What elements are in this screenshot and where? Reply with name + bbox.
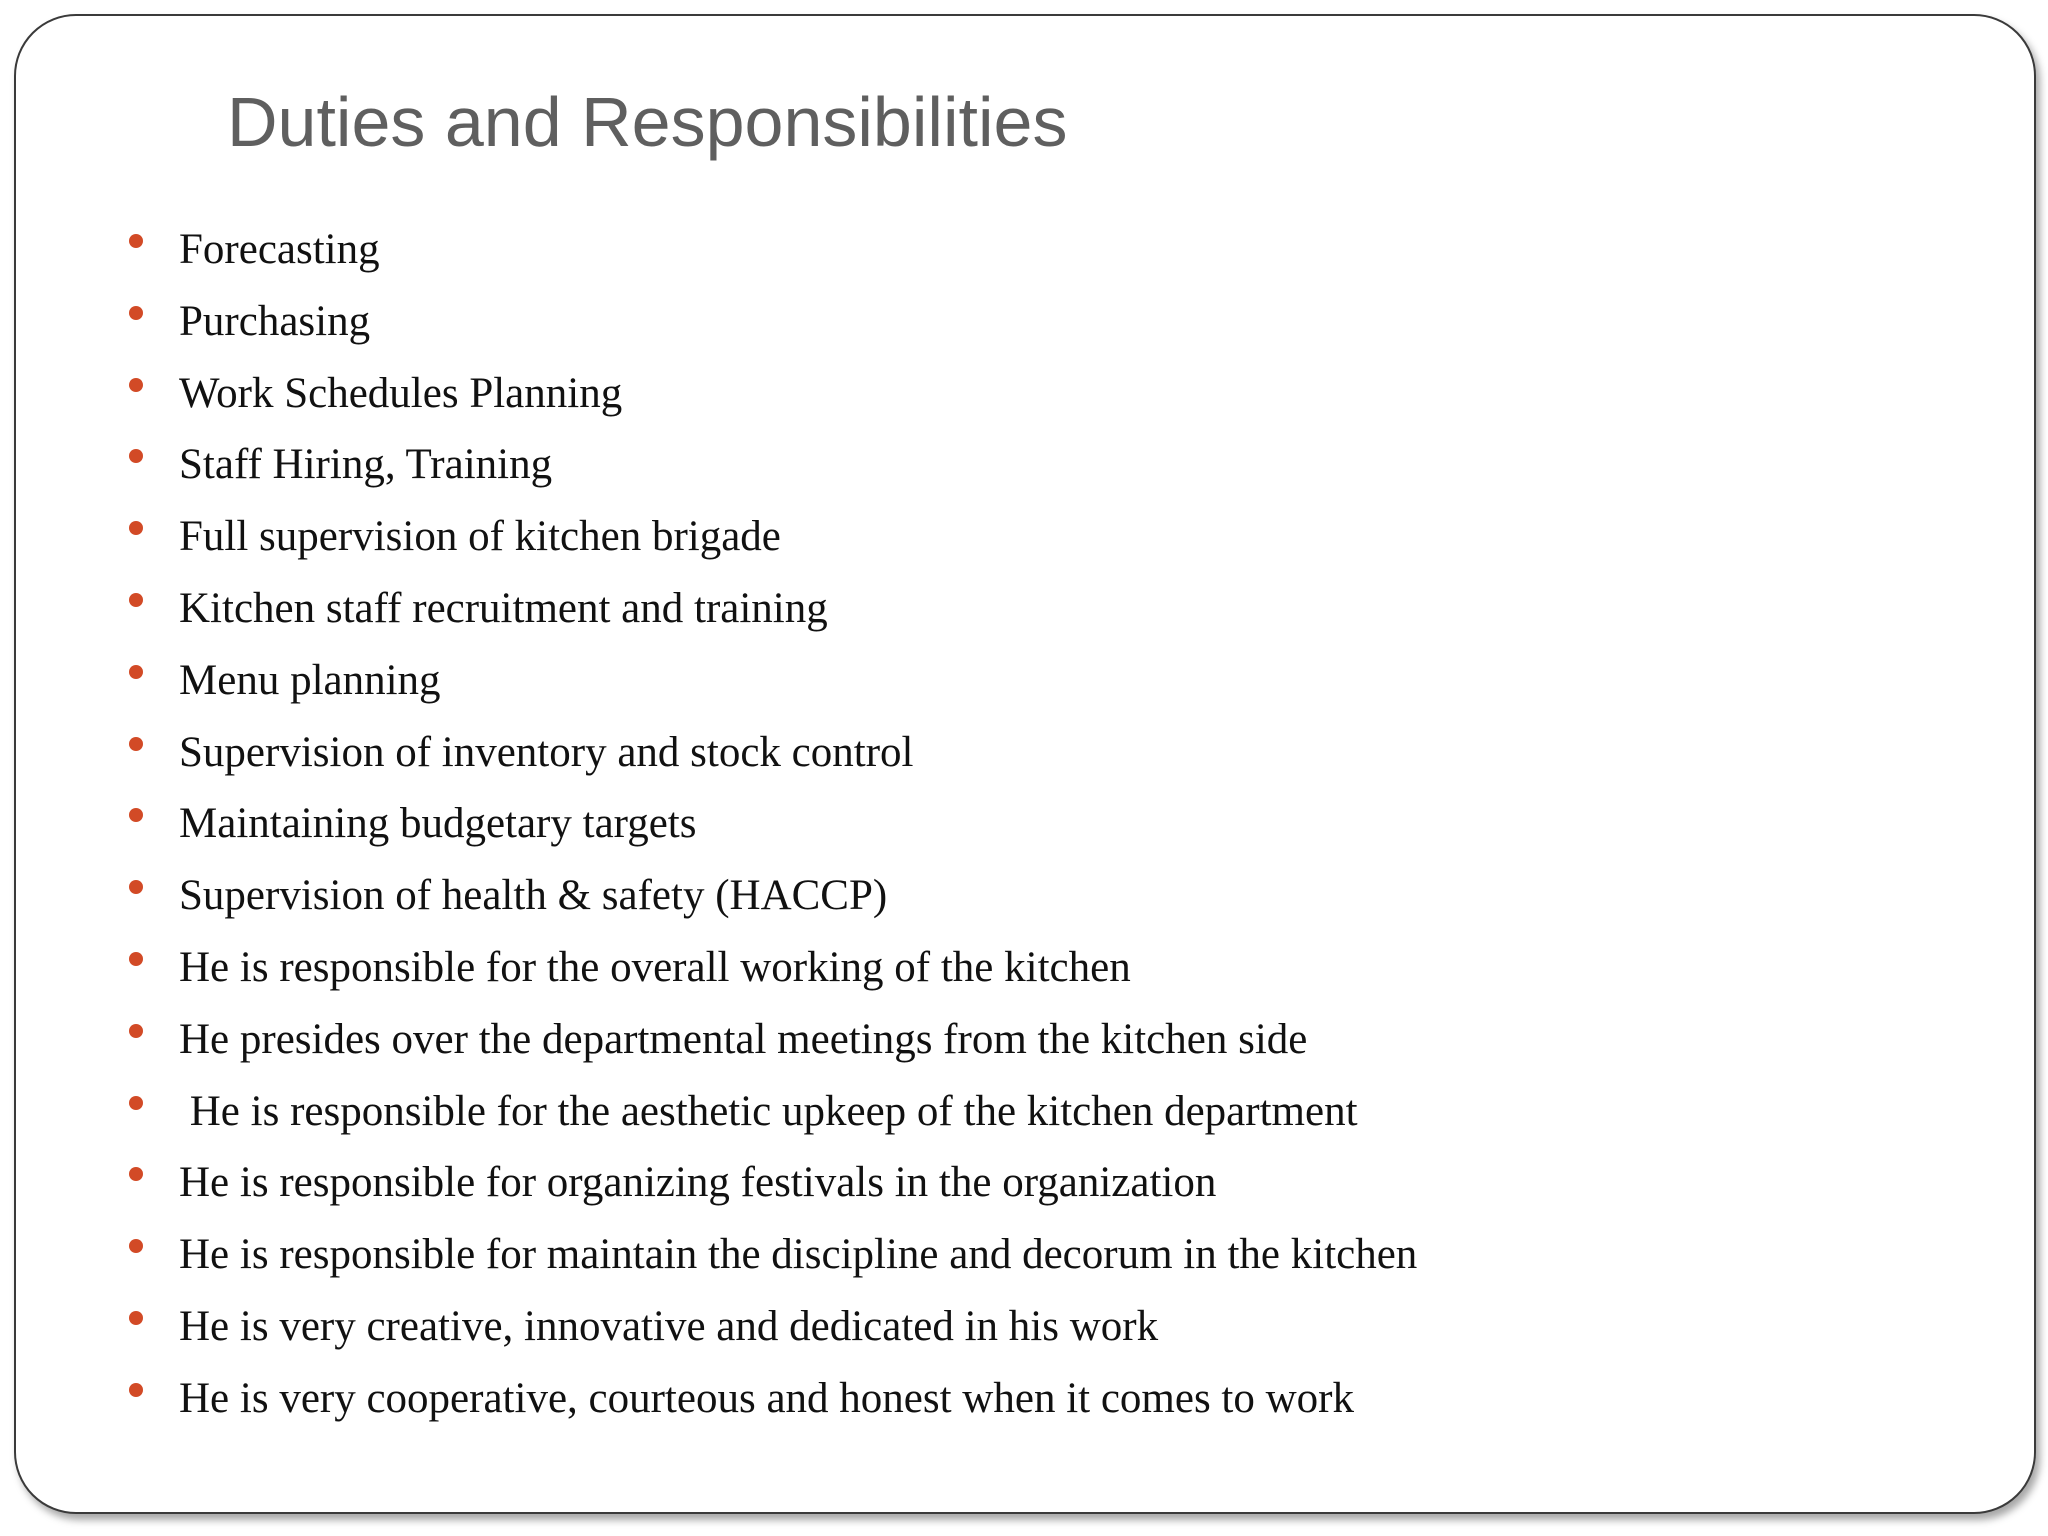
- list-item-text: He is responsible for the overall working of the kitchen: [179, 943, 1131, 991]
- list-item-text: Maintaining budgetary targets: [179, 800, 697, 848]
- list-item-text: Kitchen staff recruitment and training: [179, 584, 828, 632]
- list-item-text: He is responsible for organizing festivals in the organization: [179, 1159, 1217, 1207]
- bullet-icon: [129, 378, 143, 392]
- bullet-icon: [129, 1311, 143, 1325]
- bullet-icon: [129, 665, 143, 679]
- list-item-text: He presides over the departmental meetings from the kitchen side: [179, 1015, 1308, 1063]
- list-item-text: Work Schedules Planning: [179, 369, 623, 417]
- bullet-icon: [129, 737, 143, 751]
- list-item-text: He is responsible for the aesthetic upkeep of the kitchen department: [179, 1087, 1358, 1135]
- slide-title: Duties and Responsibilities: [227, 83, 1068, 161]
- list-item-text: Menu planning: [179, 656, 441, 704]
- list-item-text: Staff Hiring, Training: [179, 441, 553, 489]
- list-item-text: Supervision of health & safety (HACCP): [179, 872, 888, 920]
- list-item-text: Forecasting: [179, 226, 380, 273]
- list-item-text: Purchasing: [179, 297, 371, 345]
- list-item-text: He is very creative, innovative and dedicated in his work: [179, 1302, 1159, 1350]
- bullet-icon: [129, 952, 143, 966]
- bullet-icon: [129, 1024, 143, 1038]
- bullet-icon: [129, 1096, 143, 1110]
- list-item-text: He is very cooperative, courteous and honest when it comes to work: [179, 1374, 1355, 1422]
- list-item-text: Full supervision of kitchen brigade: [179, 513, 781, 561]
- bullet-icon: [129, 306, 143, 320]
- bullet-icon: [129, 234, 143, 248]
- bullet-icon: [129, 1383, 143, 1397]
- bullet-icon: [129, 593, 143, 607]
- list-item-text: Supervision of inventory and stock control: [179, 728, 914, 776]
- list-item-text: He is responsible for maintain the discipline and decorum in the kitchen: [179, 1231, 1418, 1279]
